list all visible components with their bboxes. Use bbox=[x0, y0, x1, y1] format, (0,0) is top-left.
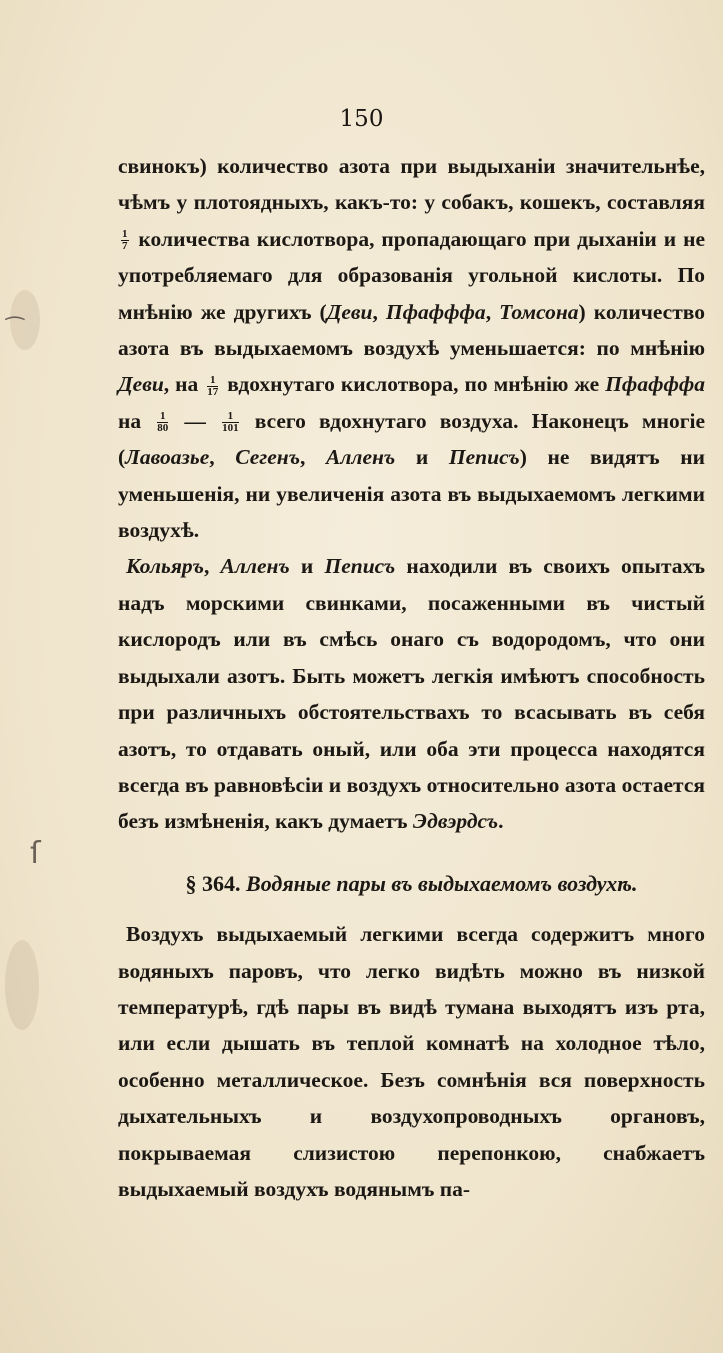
paragraph: Воздухъ выдыхаемый легкими всегда содержитъ много водяныхъ паровъ, что легко видѣть можно въ низкой температурѣ, гдѣ пары въ видѣ тумана выходятъ изъ рта, или если дышать въ теплой комнатѣ на холодное тѣло, особенно металлическое. Безъ сомнѣнія вся поверхность дыхательныхъ и воздухопроводныхъ органовъ, покрываемая слизистою перепонкою, снабжаетъ выдыхаемый воздухъ водянымъ па- bbox=[118, 922, 705, 1201]
margin-pencil-mark: ⁀ bbox=[6, 318, 24, 343]
text-run: вдохнутаго кислотвора, по мнѣнію же bbox=[221, 372, 606, 397]
text-run: ) не видятъ ни уменьшенія, ни увеличенія азота въ выдыхаемомъ легкими воздухѣ. bbox=[118, 445, 706, 543]
fraction-numerator: 1 bbox=[157, 411, 168, 423]
section-heading bbox=[118, 866, 705, 902]
text-run: , bbox=[209, 445, 236, 470]
text-run: и bbox=[395, 445, 449, 470]
fraction bbox=[121, 229, 129, 252]
fraction bbox=[207, 375, 218, 398]
fraction-denominator: 80 bbox=[157, 422, 169, 435]
author-name: Алленъ bbox=[326, 445, 396, 470]
author-name: Эдвэрдсъ bbox=[412, 809, 499, 834]
fraction bbox=[157, 411, 168, 434]
text-run: . bbox=[498, 809, 504, 834]
author-name: Деви bbox=[118, 372, 164, 397]
text-run: , bbox=[372, 299, 386, 324]
fraction-denominator: 17 bbox=[207, 386, 219, 398]
page-body bbox=[118, 148, 705, 1207]
fraction-denominator: 7 bbox=[122, 240, 128, 253]
paragraph bbox=[118, 148, 705, 548]
text-run: находили въ своихъ опытахъ надъ морскими свинками, посаженными въ чистый кислородъ или въ смѣсь онаго съ водородомъ, что они выдыхали азотъ. Быть можетъ легкія имѣютъ способность при различныхъ обстоятельствахъ то всасывать въ себя азотъ, то отдавать оный, или оба эти процесса находятся всегда въ равновѣсіи и воздухъ относительно азота остается безъ измѣненія, какъ думаетъ bbox=[118, 554, 706, 834]
fraction-numerator: 1 bbox=[207, 375, 218, 387]
fraction-numerator: 1 bbox=[122, 228, 128, 241]
author-name: Деви bbox=[326, 299, 373, 324]
author-name: Алленъ bbox=[220, 554, 290, 579]
author-name: Пеписъ bbox=[324, 554, 396, 579]
paragraph bbox=[118, 548, 705, 839]
section-title: Водяные пары въ выдыхаемомъ воздухѣ. bbox=[246, 870, 638, 896]
text-run: ) количество азота въ выдыхаемомъ воздухѣ уменьшается: по мнѣнію bbox=[118, 299, 705, 361]
author-name: Кольяръ bbox=[126, 554, 204, 579]
fraction-numerator: 1 bbox=[222, 411, 239, 423]
author-name: Сегенъ bbox=[235, 445, 301, 470]
section-number: § 364. bbox=[185, 870, 241, 896]
text-run: , bbox=[204, 554, 221, 579]
text-run: на bbox=[118, 408, 155, 433]
text-run: , bbox=[300, 445, 327, 470]
text-run: свинокъ) количество азота при выдыханіи значительнѣе, чѣмъ у плотоядныхъ, какъ-то: у собакъ, кошекъ, составляя bbox=[118, 154, 705, 215]
fraction bbox=[222, 411, 239, 434]
page-number: 150 bbox=[339, 106, 384, 132]
text-run: — bbox=[171, 408, 220, 433]
text-run: количества кислотвора, пропадающаго при дыханіи и не употребляемаго для образованія угольной кислоты. По мнѣнію же другихъ ( bbox=[118, 226, 705, 324]
fraction-denominator: 101 bbox=[222, 422, 239, 435]
author-name: Лавоазье bbox=[125, 445, 210, 470]
paper-stain bbox=[5, 940, 39, 1030]
text-run: , на bbox=[163, 372, 205, 397]
author-name: Пеписъ bbox=[448, 445, 520, 470]
author-name: Томсона bbox=[499, 299, 579, 324]
author-name: Пфафффа bbox=[385, 299, 486, 324]
text-run: всего вдохнутаго воздуха. Наконецъ многіе ( bbox=[118, 408, 705, 470]
author-name: Пфафффа bbox=[605, 372, 705, 397]
text-run: и bbox=[289, 554, 325, 579]
margin-pencil-mark: ſ bbox=[30, 836, 41, 871]
text-run: , bbox=[485, 299, 500, 324]
